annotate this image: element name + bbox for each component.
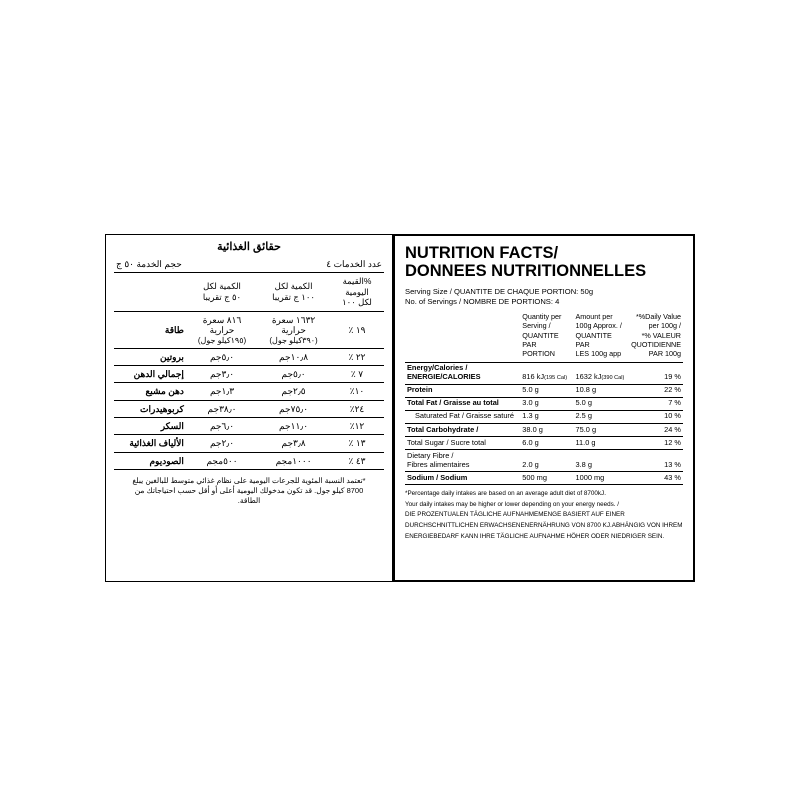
english-protein-serving: 5.0 g [520, 384, 573, 397]
english-sugar-label: Total Sugar / Sucre total [405, 437, 520, 450]
english-fibre-serving: 2.0 g [520, 450, 573, 472]
table-row [405, 437, 683, 450]
arabic-carb-label: كربوهيدرات [114, 400, 187, 417]
arabic-totalfat-100g: ٥٫٠جم [257, 366, 330, 383]
english-protein-label: Protein [405, 384, 520, 397]
english-table-header-row [405, 310, 683, 362]
english-energy-100g-sub: (390 Cal) [601, 375, 625, 382]
arabic-energy-dv: ١٩ ٪ [330, 311, 384, 348]
arabic-table-header-row [114, 273, 384, 311]
english-satfat-label: Saturated Fat / Graisse saturé [405, 410, 520, 423]
english-panel-title [405, 244, 683, 281]
english-sugar-serving: 6.0 g [520, 437, 573, 450]
col1-line1: Quantity per [522, 312, 562, 322]
col3-line4: QUOTIDIENNE [631, 340, 681, 350]
english-col-per-serving [520, 310, 573, 362]
arabic-nutrition-panel [105, 234, 393, 582]
col2-line4: LES 100g app [575, 349, 622, 359]
english-satfat-100g: 2.5 g [574, 410, 630, 423]
arabic-col-amount-100g [257, 273, 330, 311]
english-sodium-dv: 43 % [629, 472, 683, 485]
english-energy-100g-main: 1632 kJ [575, 372, 602, 382]
arabic-protein-label: بروتين [114, 348, 187, 365]
english-energy-100g [574, 362, 630, 384]
arabic-sugar-serving: ٦٫٠جم [187, 418, 257, 435]
english-sugar-dv: 12 % [629, 437, 683, 450]
english-fibre-label-line1: Dietary Fibre / [407, 450, 454, 460]
col1-line2: Serving / [522, 321, 551, 331]
english-title-line2: DONNEES NUTRITIONNELLES [405, 262, 647, 281]
arabic-col-100g-line1: الكمية لكل [274, 281, 313, 292]
english-sugar-100g: 11.0 g [574, 437, 630, 450]
english-footnote-2: Your daily intakes may be higher or lower depending on your energy needs. / [405, 500, 619, 508]
english-totalfat-label: Total Fat / Graisse au total [405, 397, 520, 410]
english-energy-serving-sub: (195 Cal) [544, 375, 568, 382]
arabic-energy-label: طاقة [114, 311, 187, 348]
english-fibre-label [405, 450, 520, 472]
arabic-servings-count: عدد الخدمات ٤ [326, 258, 382, 269]
col2-line1: Amount per [575, 312, 613, 322]
arabic-totalfat-label: إجمالي الدهن [114, 366, 187, 383]
arabic-carb-100g: ٧٥٫٠جم [257, 400, 330, 417]
table-row [114, 418, 384, 435]
english-satfat-dv: 10 % [629, 410, 683, 423]
english-col-per-100g [574, 310, 630, 362]
arabic-sodium-dv: ٤٣ ٪ [330, 452, 384, 469]
arabic-carb-dv: ٢٤٪ [330, 400, 384, 417]
arabic-col-serving-line1: الكمية لكل [203, 281, 241, 292]
arabic-energy-100g-sub: (٣٩٠كيلو جول) [269, 335, 318, 345]
english-protein-100g: 10.8 g [574, 384, 630, 397]
arabic-energy-serving-main: ٨١٦ سعرة حرارية [202, 314, 242, 336]
arabic-fibre-serving: ٢٫٠جم [187, 435, 257, 452]
arabic-protein-100g: ١٠٫٨جم [257, 348, 330, 365]
english-sodium-serving: 500 mg [520, 472, 573, 485]
arabic-sodium-100g: ١٠٠٠مجم [257, 452, 330, 469]
arabic-sugar-label: السكر [114, 418, 187, 435]
arabic-nutrition-table [114, 273, 384, 470]
arabic-sugar-dv: ١٢٪ [330, 418, 384, 435]
english-energy-serving-main: 816 kJ [522, 372, 545, 382]
english-sodium-100g: 1000 mg [574, 472, 630, 485]
english-totalfat-100g: 5.0 g [574, 397, 630, 410]
english-energy-serving [520, 362, 573, 384]
arabic-fibre-dv: ١٣ ٪ [330, 435, 384, 452]
english-footnote-1: *Percentage daily intakes are based on an average adult diet of 8700kJ. [405, 490, 606, 498]
english-nutrition-table [405, 310, 683, 485]
arabic-fibre-label: الألياف الغذائية [114, 435, 187, 452]
arabic-col-amount-serving [187, 273, 257, 311]
arabic-satfat-label: دهن مشبع [114, 383, 187, 400]
arabic-carb-serving: ٣٨٫٠جم [187, 400, 257, 417]
english-footnotes [405, 490, 683, 541]
english-title-line1: NUTRITION FACTS/ [405, 244, 559, 262]
col3-line3: *% VALEUR [641, 330, 681, 340]
english-energy-dv: 19 % [629, 362, 683, 384]
table-row [114, 400, 384, 417]
table-row [405, 472, 683, 485]
english-satfat-serving: 1.3 g [520, 410, 573, 423]
english-protein-dv: 22 % [629, 384, 683, 397]
arabic-sodium-serving: ٥٠٠مجم [187, 452, 257, 469]
english-footnote-4: DURCHSCHNITTLICHEN ERWACHSENENERNÄHRUNG VON 8700 KJ.ABHÄNGIG VON IHREM [405, 522, 683, 530]
english-carb-100g: 75.0 g [574, 423, 630, 436]
arabic-energy-100g-main: ١٦٣٢ سعرة حرارية [271, 314, 316, 336]
english-carb-serving: 38.0 g [520, 423, 573, 436]
english-fibre-dv: 13 % [629, 450, 683, 472]
arabic-satfat-dv: ١٠٪ [330, 383, 384, 400]
english-totalfat-serving: 3.0 g [520, 397, 573, 410]
english-col-nutrient [405, 310, 520, 362]
arabic-col-dv-line1: %القيمة اليومية [342, 275, 372, 297]
col1-line3: QUANTITE PAR [522, 330, 559, 350]
table-row [405, 362, 683, 384]
arabic-totalfat-serving: ٣٫٠جم [187, 366, 257, 383]
arabic-fibre-100g: ٣٫٨جم [257, 435, 330, 452]
table-row [114, 435, 384, 452]
arabic-serving-info [114, 257, 384, 273]
arabic-col-daily-value [330, 273, 384, 311]
col2-line3: QUANTITE PAR [575, 330, 612, 350]
english-fibre-100g: 3.8 g [574, 450, 630, 472]
english-sodium-label: Sodium / Sodium [405, 472, 520, 485]
arabic-footnote: *تعتمد النسبة المئوية للجرعات اليومية على نظام غذائي متوسط للبالغين يبلغ 8700 كيلو جول. قد تكون مدخولك اليومية أعلى أو أقل حسب احتياجاتك من الطاقة. [132, 476, 366, 506]
english-nutrition-panel [393, 234, 695, 582]
english-fibre-label-line2: Fibres alimentaires [407, 459, 470, 469]
arabic-energy-serving [187, 311, 257, 348]
table-row [405, 397, 683, 410]
arabic-col-nutrient [114, 273, 187, 311]
arabic-satfat-serving: ١٫٣جم [187, 383, 257, 400]
arabic-satfat-100g: ٢٫٥جم [257, 383, 330, 400]
arabic-energy-100g [257, 311, 330, 348]
table-row [114, 383, 384, 400]
english-footnote-3: DIE PROZENTUALEN TÄGLICHE AUFNAHMEMENGE BASIERT AUF EINER [405, 511, 625, 519]
english-totalfat-dv: 7 % [629, 397, 683, 410]
col1-line4: PORTION [522, 349, 555, 359]
english-carb-dv: 24 % [629, 423, 683, 436]
table-row [114, 348, 384, 365]
table-row [405, 410, 683, 423]
english-energy-label-line2: ENERGIE/CALORIES [407, 372, 481, 382]
arabic-energy-serving-sub: (١٩٥كيلو جول) [197, 335, 247, 345]
arabic-sugar-100g: ١١٫٠جم [257, 418, 330, 435]
table-row [405, 450, 683, 472]
arabic-col-serving-line2: ٥٠ ج تقريبا [202, 291, 242, 302]
arabic-totalfat-dv: ٧ ٪ [330, 366, 384, 383]
english-col-daily-value [629, 310, 683, 362]
english-energy-label-line1: Energy/Calories / [407, 363, 468, 373]
col3-line1: *%Daily Value [635, 312, 681, 322]
english-energy-label [405, 362, 520, 384]
table-row [405, 384, 683, 397]
english-servings-count: No. of Servings / NOMBRE DE PORTIONS: 4 [405, 297, 560, 307]
table-row [114, 366, 384, 383]
arabic-col-100g-line2: ١٠٠ ج تقريبا [272, 291, 315, 302]
arabic-protein-dv: ٢٢ ٪ [330, 348, 384, 365]
table-row [405, 423, 683, 436]
arabic-title: حقائق الغذائية [217, 241, 281, 253]
panels-container [105, 234, 695, 582]
arabic-serving-size: حجم الخدمة ٥٠ ج [116, 258, 182, 269]
arabic-sodium-label: الصوديوم [114, 452, 187, 469]
col2-line2: 100g Approx. / [575, 321, 622, 331]
table-row [114, 452, 384, 469]
arabic-col-dv-line2: لكل ١٠٠ [342, 297, 372, 308]
english-serving-size: Serving Size / QUANTITE DE CHAQUE PORTION: 50g [405, 286, 594, 296]
col3-line5: PAR 100g [648, 349, 681, 359]
english-serving-info [405, 287, 683, 308]
arabic-protein-serving: ٥٫٠جم [187, 348, 257, 365]
english-footnote-5: ENERGIEBEDARF KANN IHRE TÄGLICHE AUFNAHME HÖHER ODER NIEDRIGER SEIN. [405, 532, 665, 540]
english-carb-label: Total Carbohydrate / [405, 423, 520, 436]
col3-line2: per 100g / [648, 321, 681, 331]
table-row [114, 311, 384, 348]
